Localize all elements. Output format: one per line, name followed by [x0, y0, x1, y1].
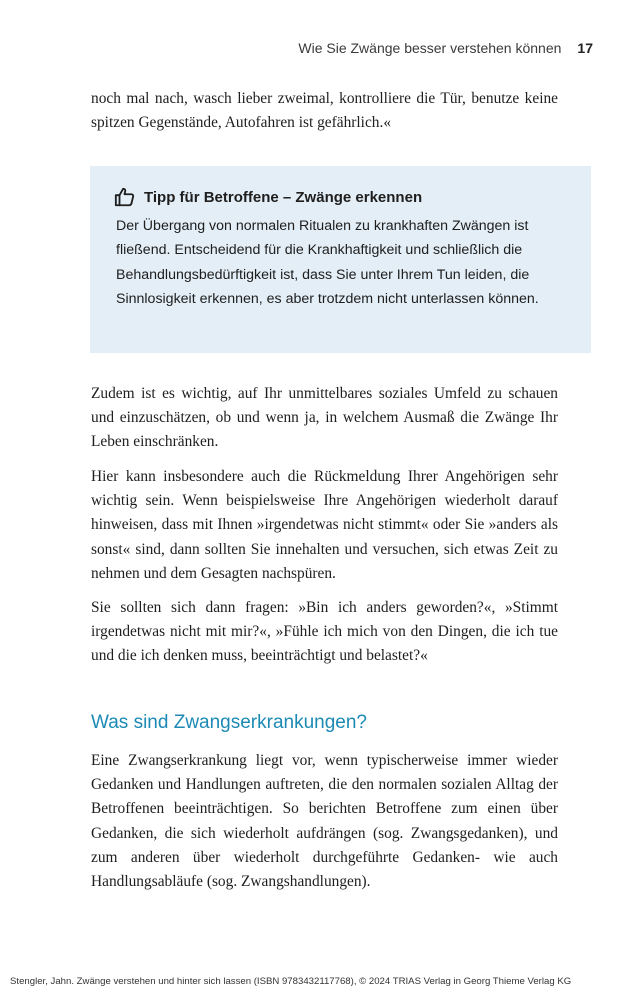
paragraph-umfeld: Zudem ist es wichtig, auf Ihr unmittelbares soziales Umfeld zu schauen und einzuschätzen, ob und wenn ja, in welchem Ausmaß die Zwänge Ihr Leben einschränken. — [91, 385, 558, 451]
section-body: Eine Zwangserkrankung liegt vor, wenn typischerweise immer wieder Gedanken und Handlungen auftreten, die den normalen sozialen Alltag der Betroffenen beeinträchtigen. So berichten Betroffene zum einen über Gedanken, die sich wiederholt aufdrängen (sog. Zwangsgedanken), und zum anderen über wiederholt durchgeführte Gedanken- wie auch Handlungsabläufe (sog. Zwangshandlungen). — [91, 752, 558, 891]
intro-paragraph: noch mal nach, wasch lieber zweimal, kontrolliere die Tür, benutze keine spitzen Gegenstände, Autofahren ist gefährlich.« — [91, 90, 558, 132]
running-header — [298, 40, 593, 56]
thumbs-up-icon — [114, 186, 136, 208]
tip-body: Der Übergang von normalen Ritualen zu krankhaften Zwängen ist fließend. Entscheidend für die Krankhaftigkeit und schließlich die Behandlungsbedürftigkeit ist, dass Sie unter Ihrem Tun leiden, die Sinnlosigkeit erkennen, es aber trotzdem nicht unterlassen können. — [116, 218, 539, 307]
page-number: 17 — [577, 40, 593, 56]
paragraph-fragen: Sie sollten sich dann fragen: »Bin ich anders geworden?«, »Stimmt irgendetwas nicht mit mir?«, »Fühle ich mich von den Dingen, die ich tue und die ich denken muss, beeinträchtigt und belastet?« — [91, 599, 558, 665]
chapter-title: Wie Sie Zwänge besser verstehen können — [298, 40, 562, 56]
copyright-footer: Stengler, Jahn. Zwänge verstehen und hinter sich lassen (ISBN 9783432117768), © 2024 TRIAS Verlag in Georg Thieme Verlag KG — [10, 976, 572, 987]
tip-title-text: Tipp für Betroffene – Zwänge erkennen — [144, 188, 423, 206]
paragraph-angehoerige: Hier kann insbesondere auch die Rückmeldung Ihrer Angehörigen sehr wichtig sein. Wenn beispielsweise Ihre Angehörigen wiederholt darauf hinweisen, dass mit Ihnen »irgendetwas nicht stimmt« oder Sie »anders als sonst« sind, dann sollten Sie innehalten und versuchen, sich etwas Zeit zu nehmen und dem Gesagten nachspüren. — [91, 468, 558, 582]
tip-title — [114, 186, 422, 208]
tip-box — [90, 166, 591, 353]
section-heading: Was sind Zwangserkrankungen? — [91, 712, 367, 733]
